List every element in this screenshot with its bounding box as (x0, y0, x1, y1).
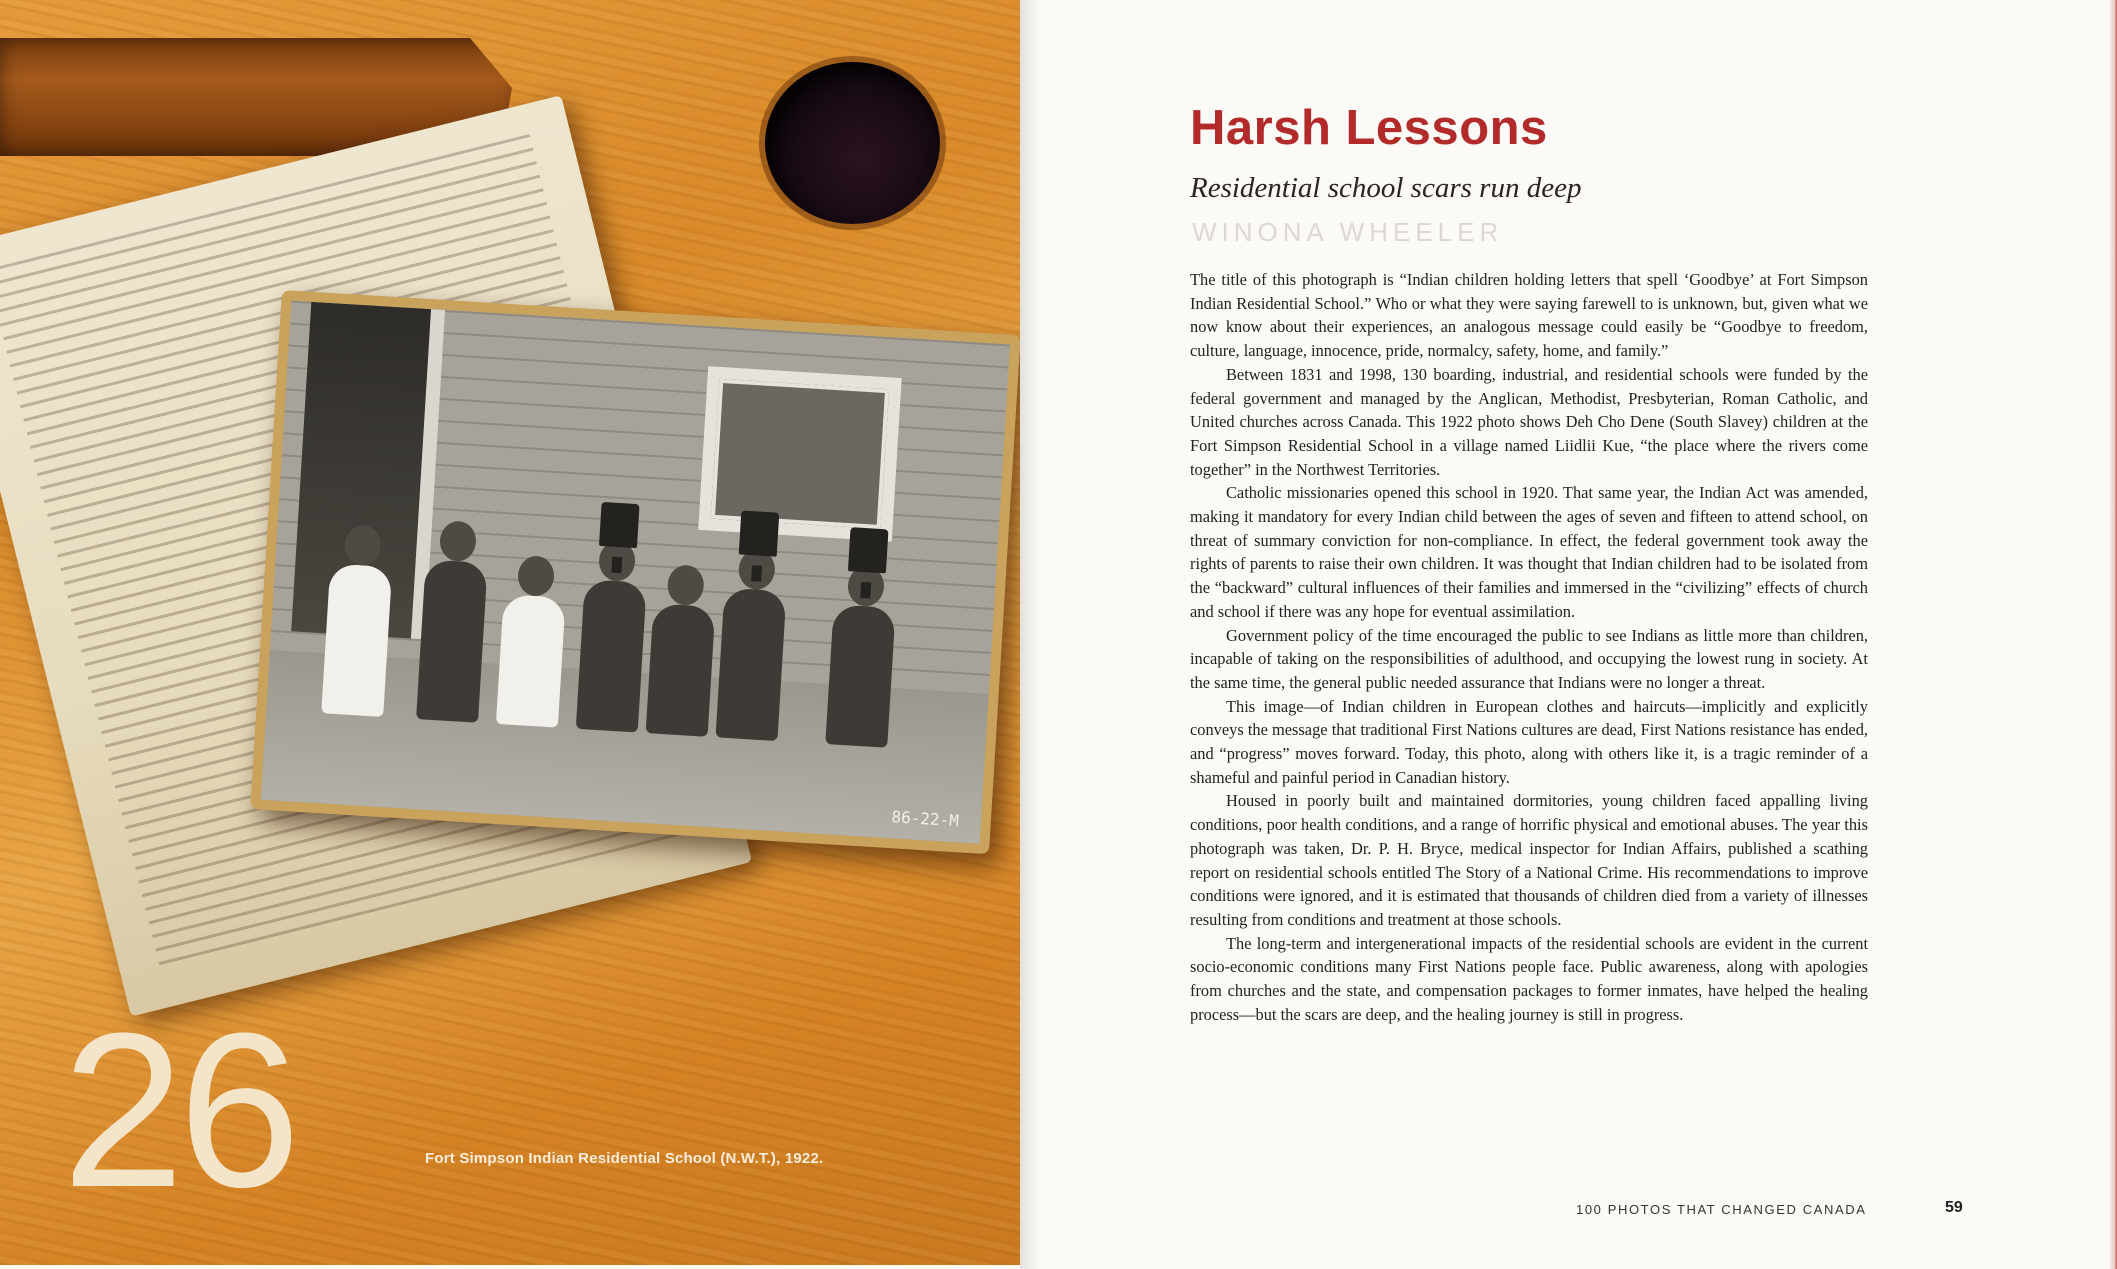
chapter-number: 26 (62, 987, 295, 1233)
page-edge (2109, 0, 2117, 1269)
page-number: 59 (1945, 1199, 1963, 1216)
photo-child (576, 579, 647, 733)
photo-window (698, 366, 902, 542)
article-body (1190, 268, 1868, 1027)
article-paragraph: Government policy of the time encouraged the public to see Indians as little more than children, incapable of taking on the responsibilities of adulthood, and occupying the lowest rung in society. At the same time, the general public needed assurance that Indians were no longer a threat. (1190, 625, 1868, 692)
desk-inkwell-hole (765, 62, 940, 224)
article-paragraph: Catholic missionaries opened this school in 1920. That same year, the Indian Act was amended, making it mandatory for every Indian child between the ages of seven and fifteen to attend school, on threat of summary conviction for non-compliance. In effect, the federal government took away the rights of parents to raise their own children. It was thought that Indian children had to be isolated from the “backward” cultural influences of their families and immersed in the “civilizing” effects of church and school if there was any hope for eventual assimilation. (1190, 483, 1868, 621)
running-footer-title: 100 PHOTOS THAT CHANGED CANADA (1576, 1202, 1867, 1217)
article-paragraph: Housed in poorly built and maintained dormitories, young children faced appalling living conditions, poor health conditions, and a range of horrific physical and emotional abuses. The year this photograph was taken, Dr. P. H. Bryce, medical inspector for Indian Affairs, published a scathing report on residential schools entitled The Story of a National Crime. His recommendations to improve conditions were ignored, and it is estimated that thousands of children died from a variety of illnesses resulting from conditions and treatment at those schools. (1190, 791, 1868, 929)
photo-child (646, 603, 716, 737)
article-paragraph: The title of this photograph is “Indian children holding letters that spell ‘Goodbye’ at Fort Simpson Indian Residential School.” Who or what they were saying farewell to is unknown, but, given what we now know about their experiences, an analogous message could easily be “Goodbye to freedom, culture, language, innocence, pride, normalcy, safety, home, and family.” (1190, 270, 1868, 361)
photo-child (716, 588, 787, 742)
article-subtitle: Residential school scars run deep (1190, 172, 1582, 204)
photo-page (0, 0, 1020, 1265)
photo-child (496, 594, 566, 728)
photo-child (416, 559, 488, 722)
photo-archive-number: 86-22-M (890, 807, 960, 831)
article-paragraph: Between 1831 and 1998, 130 boarding, industrial, and residential schools were funded by the federal government and managed by the Anglican, Methodist, Presbyterian, Roman Catholic, and United churches across Canada. This 1922 photo shows Deh Cho Dene (South Slavey) children at the Fort Simpson Residential School in a village named Liidlii Kue, “the place where the rivers come together” in the Northwest Territories. (1190, 364, 1868, 479)
article-author: WINONA WHEELER (1192, 217, 1504, 247)
article (1190, 100, 1868, 1027)
book-gutter (1020, 0, 1040, 1269)
historical-photograph (250, 290, 1020, 854)
photo-child (321, 563, 392, 717)
photo-child (825, 604, 895, 748)
article-paragraph: The long-term and intergenerational impacts of the residential schools are evident in the current socio-economic conditions many First Nations people face. Public awareness, along with apologies from churches and the state, and compensation packages to former inmates, have helped the healing process—but the scars are deep, and the healing journey is still in progress. (1190, 933, 1868, 1024)
photo-caption: Fort Simpson Indian Residential School (N.W.T.), 1922. (425, 1150, 824, 1167)
article-paragraph: This image—of Indian children in European clothes and haircuts—implicitly and explicitly conveys the message that traditional First Nations cultures are dead, First Nations resistance has ended, and “progress” moves forward. Today, this photo, along with others like it, is a tragic reminder of a shameful and painful period in Canadian history. (1190, 696, 1868, 787)
photograph-image (261, 301, 1010, 844)
article-title: Harsh Lessons (1190, 101, 1548, 155)
